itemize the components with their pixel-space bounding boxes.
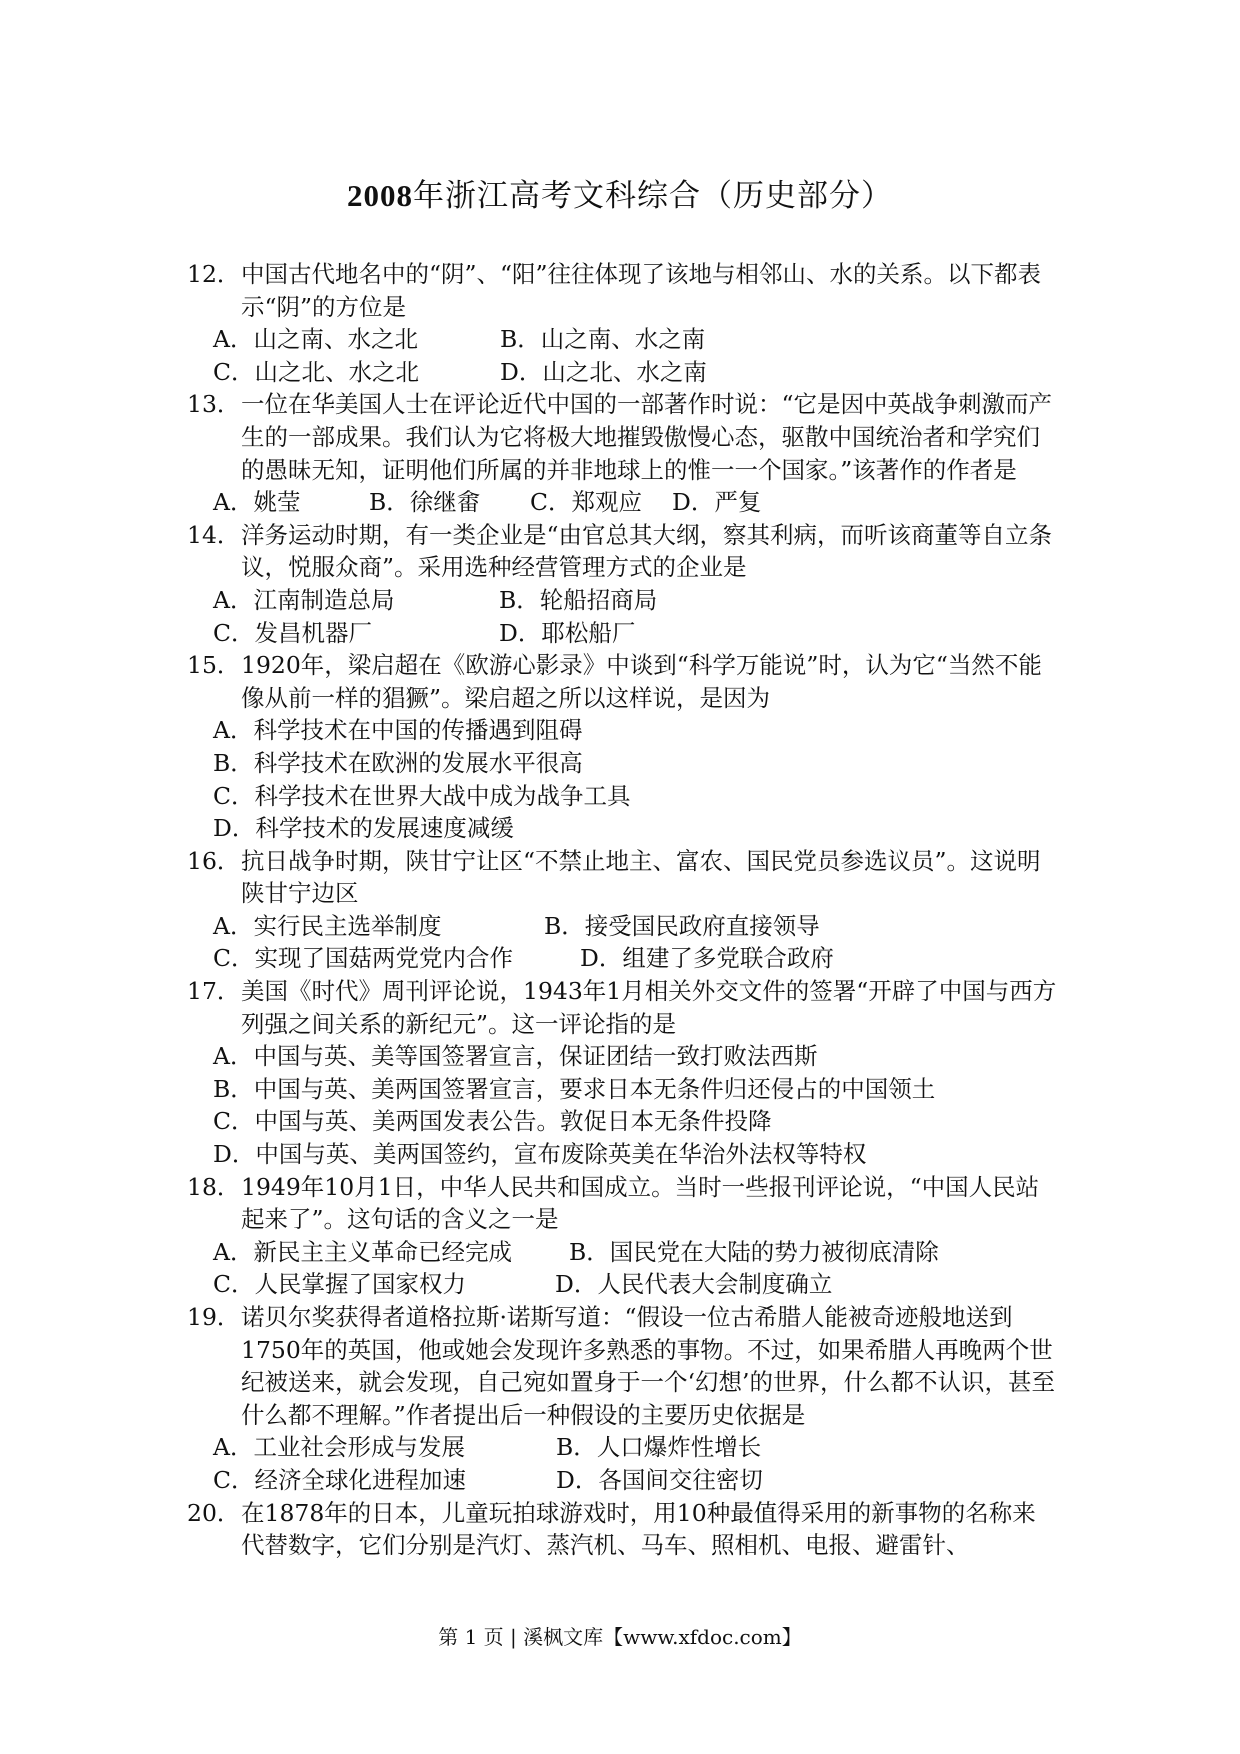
option-d: D．各国间交往密切	[556, 1465, 763, 1494]
option-row	[187, 714, 1057, 747]
option-d: D．人民代表大会制度确立	[555, 1270, 833, 1299]
option-b: B．轮船招商局	[499, 585, 658, 614]
option-d: D．耶松船厂	[499, 618, 636, 647]
question-number: 13．	[187, 390, 241, 419]
question-stem: 抗日战争时期，陕甘宁让区“不禁止地主、富农、国民党员参选议员”。这说明陕甘宁边区	[241, 846, 1041, 908]
question-number: 14．	[187, 520, 241, 549]
question-stem: 1949年10月1日，中华人民共和国成立。当时一些报刊评论说，“中国人民站起来了”。这句话的含义之一是	[241, 1172, 1040, 1234]
option-row	[187, 486, 1057, 519]
question-number: 12．	[187, 260, 241, 288]
page-title	[0, 170, 1240, 215]
option-row	[187, 1268, 1057, 1301]
page-footer: 第 1 页 | 溪枫文库【www.xfdoc.com】	[438, 1625, 802, 1649]
question-number: 20．	[187, 1498, 241, 1527]
option-a: A．江南制造总局	[213, 585, 395, 614]
question-13	[187, 388, 1057, 486]
question-15	[187, 649, 1057, 714]
option-a: A．中国与英、美等国签署宣言，保证团结一致打败法西斯	[213, 1042, 818, 1071]
question-18	[187, 1171, 1057, 1236]
option-row	[187, 812, 1057, 845]
question-number: 17．	[187, 977, 241, 1006]
question-stem: 1920年，梁启超在《欧游心影录》中谈到“科学万能说”时，认为它“当然不能像从前一样的猖獗”。梁启超之所以这样说，是因为	[241, 651, 1042, 712]
option-row	[187, 1464, 1057, 1497]
option-row	[187, 617, 1057, 650]
option-c: C．山之北、水之北	[213, 357, 419, 386]
question-19	[187, 1301, 1057, 1431]
title-year: 2008	[347, 178, 413, 213]
option-row	[187, 1138, 1057, 1171]
option-b: B．中国与英、美两国签署宣言，要求日本无条件归还侵占的中国领土	[213, 1074, 936, 1103]
option-a: A．实行民主选举制度	[213, 911, 442, 940]
question-stem: 一位在华美国人士在评论近代中国的一部著作时说：“它是因中英战争刺激而产生的一部成果。我们认为它将极大地摧毁傲慢心态，驱散中国统治者和学究们的愚昧无知，证明他们所属的并非地球上的惟一一个国家。”该著作的作者是	[241, 390, 1053, 484]
option-b: B．科学技术在欧洲的发展水平很高	[213, 748, 583, 777]
option-row	[187, 1431, 1057, 1464]
option-row	[187, 356, 1057, 389]
question-stem: 美国《时代》周刊评论说，1943年1月相关外交文件的签署“开辟了中国与西方列强之间关系的新纪元”。这一评论指的是	[241, 977, 1057, 1038]
question-stem: 在1878年的日本，儿童玩拍球游戏时，用10种最值得采用的新事物的名称来代替数字，它们分别是汽灯、蒸汽机、马车、照相机、电报、避雷针、	[241, 1498, 1036, 1560]
option-d: D．山之北、水之南	[500, 357, 707, 386]
option-row	[187, 1236, 1057, 1269]
option-b: B．山之南、水之南	[500, 325, 706, 354]
question-20	[187, 1497, 1057, 1562]
option-row	[187, 323, 1057, 356]
option-b: B．徐继畬	[369, 488, 481, 517]
option-row	[187, 1040, 1057, 1073]
option-a: A．山之南、水之北	[213, 325, 418, 354]
question-12	[187, 258, 1057, 323]
option-b: B．接受国民政府直接领导	[544, 911, 820, 940]
option-b: B．国民党在大陆的势力被彻底清除	[569, 1237, 939, 1266]
question-16	[187, 845, 1057, 910]
option-a: A．科学技术在中国的传播遇到阻碍	[213, 716, 583, 745]
question-17	[187, 975, 1057, 1040]
question-list	[187, 258, 1057, 1562]
option-row	[187, 780, 1057, 813]
option-c: C．发昌机器厂	[213, 618, 372, 647]
option-row	[187, 584, 1057, 617]
question-stem: 洋务运动时期，有一类企业是“由官总其大纲，察其利病，而听该商董等自立条议，悦服众商”。采用选种经营管理方式的企业是	[241, 520, 1053, 582]
option-row	[187, 747, 1057, 780]
question-number: 15．	[187, 651, 241, 680]
option-c: C．人民掌握了国家权力	[213, 1270, 466, 1299]
question-number: 19．	[187, 1303, 241, 1331]
question-stem: 诺贝尔奖获得者道格拉斯·诺斯写道：“假设一位古希腊人能被奇迹般地送到1750年的英国，他或她会发现许多熟悉的事物。不过，如果希腊人再晚两个世纪被送来，就会发现，自己宛如置身于一个‘幻想’的世界，什么都不认识，甚至什么都不理解。”作者提出后一种假设的主要历史依据是	[241, 1303, 1055, 1429]
option-row	[187, 1105, 1057, 1138]
option-row	[187, 1073, 1057, 1106]
question-stem: 中国古代地名中的“阴”、“阳”往往体现了该地与相邻山、水的关系。以下都表示“阴”的方位是	[241, 260, 1042, 321]
option-d: D．科学技术的发展速度减缓	[213, 814, 514, 843]
question-number: 16．	[187, 846, 241, 875]
option-c: C．经济全球化进程加速	[213, 1465, 466, 1494]
option-a: A．工业社会形成与发展	[213, 1433, 465, 1462]
option-d: D．中国与英、美两国签约，宣布废除英美在华治外法权等特权	[213, 1140, 867, 1169]
option-c: C．实现了国菇两党党内合作	[213, 944, 513, 973]
option-row	[187, 942, 1057, 975]
title-text: 年浙江高考文科综合（历史部分）	[413, 178, 893, 214]
option-d: D．严复	[672, 488, 762, 517]
option-row	[187, 910, 1057, 943]
option-c: C．科学技术在世界大战中成为战争工具	[213, 781, 631, 810]
option-b: B．人口爆炸性增长	[556, 1433, 762, 1462]
option-d: D．组建了多党联合政府	[580, 944, 834, 973]
question-number: 18．	[187, 1172, 241, 1201]
question-14	[187, 519, 1057, 584]
option-c: C．郑观应	[530, 488, 642, 517]
option-c: C．中国与英、美两国发表公告。敦促日本无条件投降	[213, 1107, 772, 1136]
option-a: A．新民主主义革命已经完成	[213, 1237, 512, 1266]
option-a: A．姚莹	[213, 488, 301, 517]
